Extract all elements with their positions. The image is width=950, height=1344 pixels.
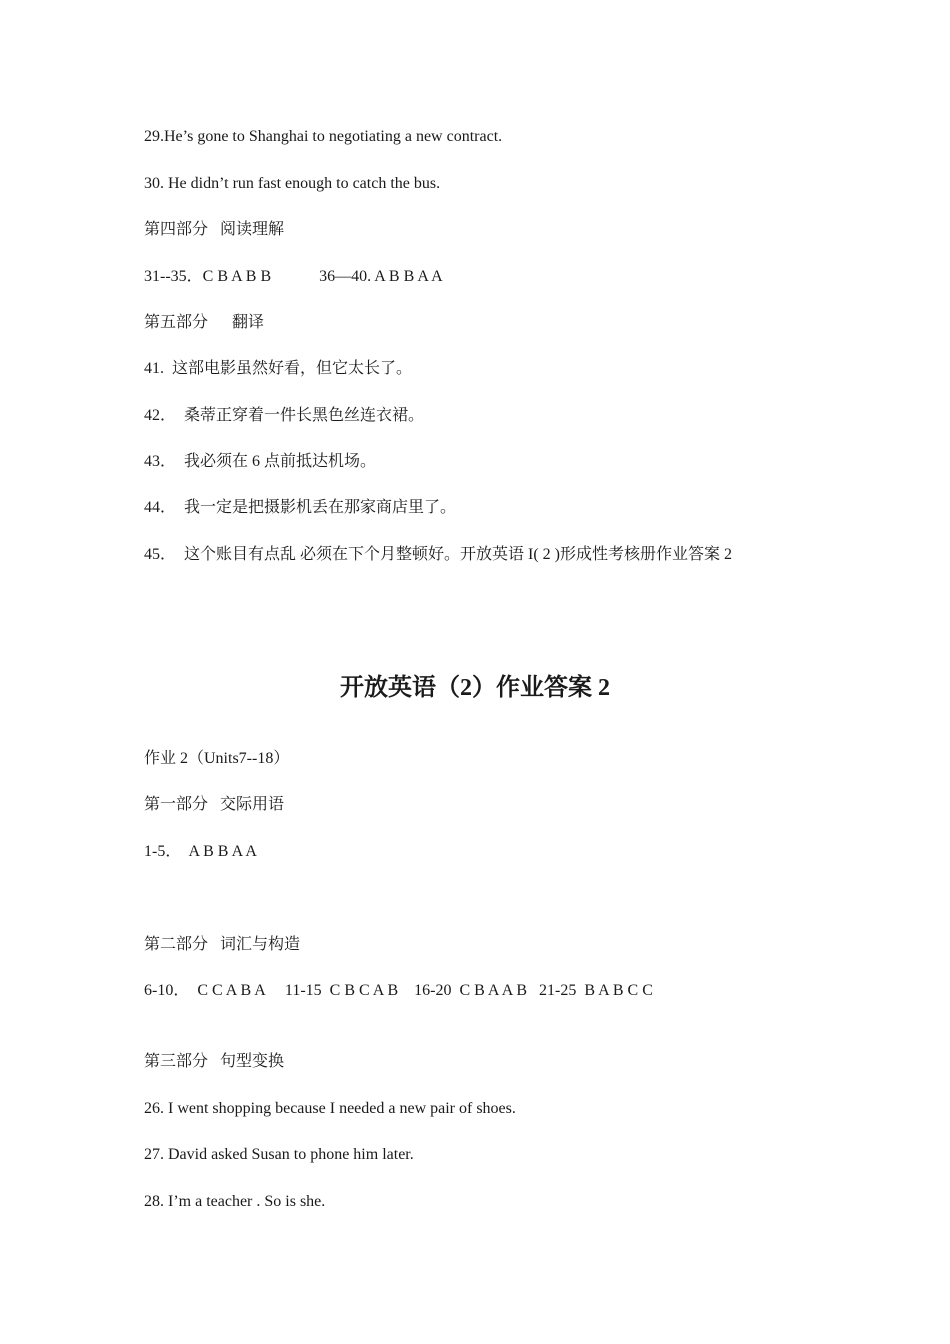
answers-6-25: 6-10． C C A B A 11-15 C B C A B 16-20 C B A A B 21-25 B A B C C bbox=[144, 982, 653, 999]
answer-42: 42． 桑蒂正穿着一件长黑色丝连衣裙。 bbox=[144, 407, 425, 424]
answer-27: 27. David asked Susan to phone him later. bbox=[144, 1146, 414, 1163]
answer-41: 41. 这部电影虽然好看，但它太长了。 bbox=[144, 360, 413, 377]
page-title: 开放英语（2）作业答案 2 bbox=[340, 675, 610, 701]
answers-1-5: 1-5． A B B A A bbox=[144, 843, 257, 860]
answer-28: 28. I’m a teacher . So is she. bbox=[144, 1193, 326, 1210]
answer-45: 45． 这个账目有点乱 必须在下个月整顿好。开放英语 I( 2 )形成性考核册作业答案 2 bbox=[144, 546, 732, 563]
section-heading-communication: 第一部分 交际用语 bbox=[144, 796, 285, 813]
section-heading-reading: 第四部分 阅读理解 bbox=[144, 221, 285, 238]
section-heading-vocabulary: 第二部分 词汇与构造 bbox=[144, 936, 301, 953]
answers-31-40: 31--35．C B A B B 36—40. A B B A A bbox=[144, 268, 443, 285]
answer-26: 26. I went shopping because I needed a new pair of shoes. bbox=[144, 1100, 516, 1117]
section-heading-sentence-transformation: 第三部分 句型变换 bbox=[144, 1053, 285, 1070]
assignment-label: 作业 2（Units7--18） bbox=[144, 750, 290, 767]
section-heading-translation: 第五部分 翻译 bbox=[144, 314, 265, 331]
answer-30: 30. He didn’t run fast enough to catch the bus. bbox=[144, 175, 441, 192]
answer-44: 44． 我一定是把摄影机丢在那家商店里了。 bbox=[144, 499, 457, 516]
answer-29: 29.He’s gone to Shanghai to negotiating a new contract. bbox=[144, 128, 503, 145]
answer-43: 43． 我必须在 6 点前抵达机场。 bbox=[144, 453, 377, 470]
